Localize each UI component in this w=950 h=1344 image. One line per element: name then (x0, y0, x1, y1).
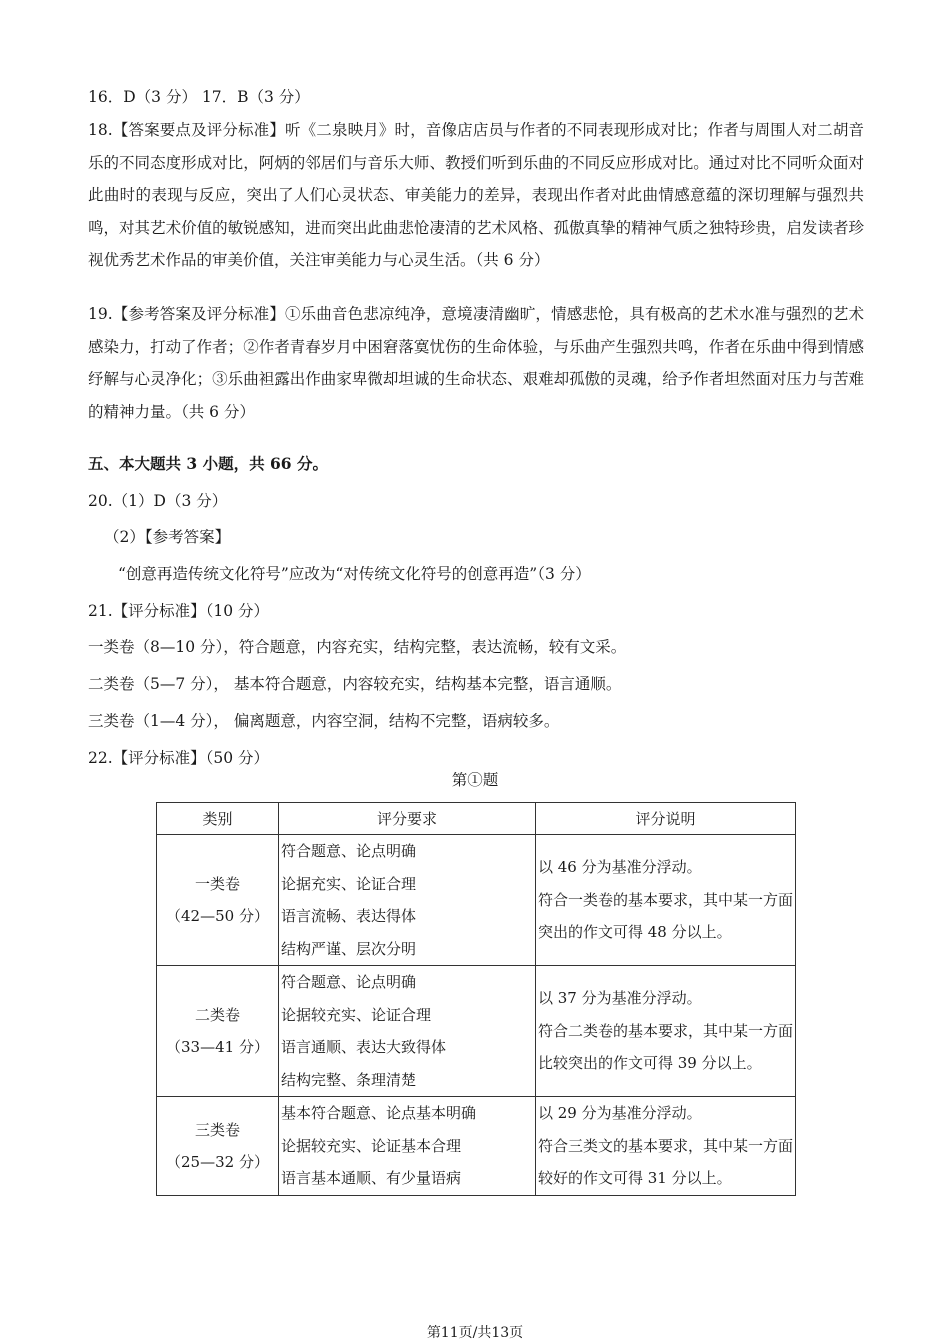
category-cell (157, 1097, 279, 1196)
grade-2-criteria: 二类卷（5—7 分）， 基本符合题意，内容较充实，结构基本完整，语言通顺。 (88, 675, 622, 693)
requirement-item: 论据较充实、论证基本合理 (281, 1136, 462, 1155)
category-range: （25—32 分） (166, 1152, 269, 1171)
page-footer: 第11页/共13页 (426, 1325, 524, 1341)
requirement-item: 论据充实、论证合理 (281, 874, 417, 893)
table-row (157, 835, 796, 966)
category-cell (157, 835, 279, 966)
requirement-item: 符合题意、论点明确 (281, 842, 417, 860)
section-5-heading: 五、本大题共 3 小题，共 66 分。 (88, 454, 328, 473)
header-requirements: 评分要求 (279, 803, 536, 835)
category-range: （42—50 分） (166, 907, 269, 925)
notes-cell (536, 1097, 796, 1196)
answer-18: 18.【答案要点及评分标准】听《二泉映月》时，音像店店员与作者的不同表现形成对比；作者与周围人对二胡音乐的不同态度形成对比，阿炳的邻居们与音乐大师、教授们听到乐曲的不同反应形成对比。通过对比不同听众面对此曲时的表现与反应，突出了人们心灵状态、审美能力的差异，表现出作者对此曲情感意蕴的深切理解与强烈共鸣，对其艺术价值的敏锐感知，进而突出此曲悲怆凄清的艺术风格、孤傲真挚的精神气质之独特珍贵，启发读者珍视优秀艺术作品的审美价值，关注审美能力与心灵生活。（共 6 分） (88, 121, 864, 269)
category-name: 二类卷 (194, 1006, 240, 1024)
note-base: 以 46 分为基准分浮动。 (538, 858, 702, 877)
answer-22-heading: 22.【评分标准】（50 分） (88, 749, 270, 767)
note-detail: 符合二类卷的基本要求，其中某一方面比较突出的作文可得 39 分以上。 (538, 1021, 794, 1073)
requirement-item: 基本符合题意、论点基本明确 (281, 1104, 477, 1122)
note-detail: 符合三类文的基本要求，其中某一方面较好的作文可得 31 分以上。 (538, 1136, 794, 1187)
category-name: 三类卷 (194, 1120, 240, 1139)
answer-21-heading: 21.【评分标准】（10 分） (88, 602, 270, 620)
requirements-cell (279, 835, 536, 966)
table-row (157, 1097, 796, 1196)
requirement-item: 结构完整、条理清楚 (281, 1070, 417, 1089)
table-header-row (157, 803, 796, 835)
requirements-cell (279, 1097, 536, 1196)
answer-20-2-label: （2）【参考答案】 (104, 528, 231, 546)
answer-20-2-text: “创意再造传统文化符号”应改为“对传统文化符号的创意再造”（3 分） (118, 565, 591, 583)
category-range: （33—41 分） (166, 1038, 269, 1056)
requirements-cell (279, 966, 536, 1097)
requirement-item: 符合题意、论点明确 (281, 973, 417, 991)
requirement-item: 语言流畅、表达得体 (281, 907, 417, 925)
notes-cell (536, 966, 796, 1097)
grading-table (156, 802, 796, 1196)
header-notes: 评分说明 (536, 803, 796, 835)
answer-20-1: 20.（1）D（3 分） (88, 492, 228, 510)
grade-1-criteria: 一类卷（8—10 分），符合题意，内容充实，结构完整，表达流畅，较有文采。 (88, 638, 627, 656)
note-detail: 符合一类卷的基本要求，其中某一方面突出的作文可得 48 分以上。 (538, 890, 794, 942)
notes-cell (536, 835, 796, 966)
note-base: 以 29 分为基准分浮动。 (538, 1104, 702, 1122)
requirement-item: 语言基本通顺、有少量语病 (281, 1169, 462, 1187)
answer-16-17: 16．D（3 分） 17．B（3 分） (88, 88, 310, 106)
category-name: 一类卷 (194, 875, 240, 893)
category-cell (157, 966, 279, 1097)
answer-19: 19.【参考答案及评分标准】①乐曲音色悲凉纯净，意境凄清幽旷，情感悲怆，具有极高的艺术水准与强烈的艺术感染力，打动了作者；②作者青春岁月中困窘落寞忧伤的生命体验，与乐曲产生强烈共鸣，作者在乐曲中得到情感纾解与心灵净化；③乐曲袒露出作曲家卑微却坦诚的生命状态、艰难却孤傲的灵魂，给予作者坦然面对压力与苦难的精神力量。（共 6 分） (88, 305, 864, 421)
grade-3-criteria: 三类卷（1—4 分）， 偏离题意，内容空洞，结构不完整，语病较多。 (88, 712, 560, 730)
requirement-item: 结构严谨、层次分明 (281, 939, 417, 958)
requirement-item: 语言通顺、表达大致得体 (281, 1038, 447, 1056)
table-row (157, 966, 796, 1097)
header-category: 类别 (157, 803, 279, 835)
note-base: 以 37 分为基准分浮动。 (538, 989, 702, 1008)
requirement-item: 论据较充实、论证合理 (281, 1005, 432, 1024)
table-caption: 第①题 (451, 771, 499, 789)
